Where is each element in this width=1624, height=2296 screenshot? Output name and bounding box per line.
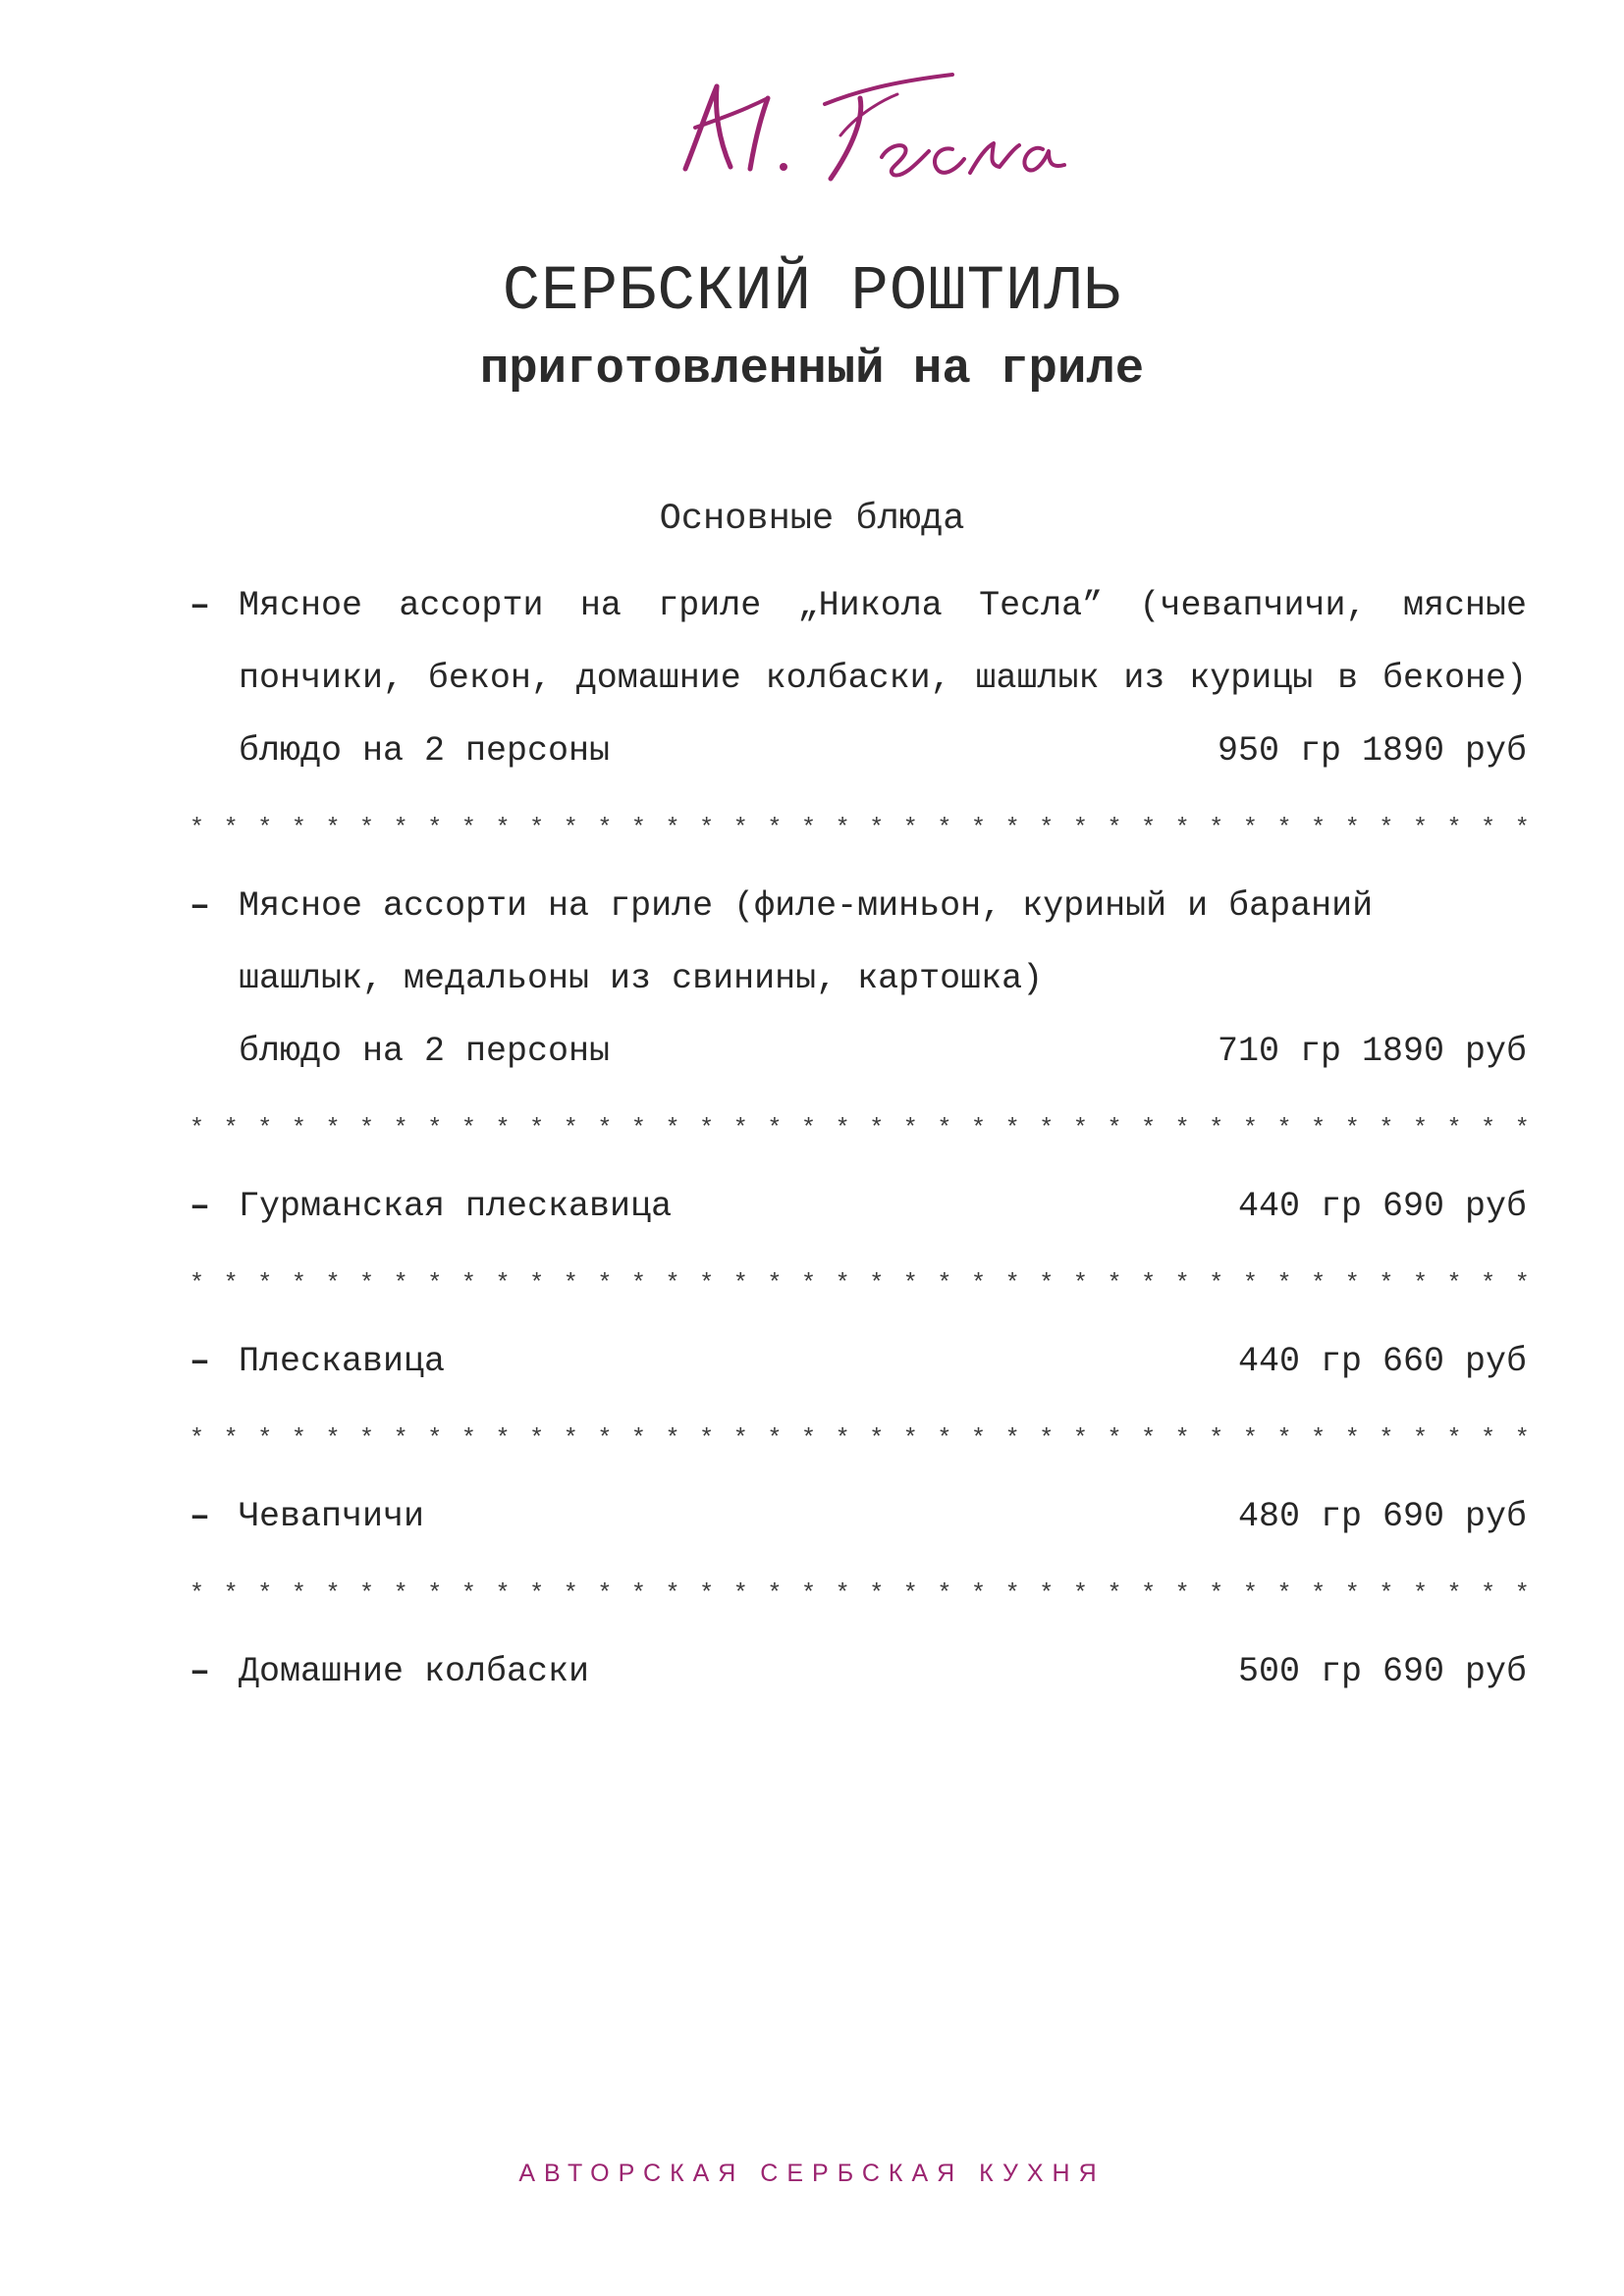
star-icon: *	[495, 1114, 511, 1143]
star-icon: *	[699, 1424, 715, 1453]
star-icon: *	[529, 1269, 545, 1298]
star-icon: *	[257, 1269, 273, 1298]
menu-item	[189, 1325, 1527, 1398]
star-icon: *	[1242, 814, 1258, 842]
star-icon: *	[1379, 1579, 1394, 1608]
star-icon: *	[1412, 1424, 1428, 1453]
star-icon: *	[1379, 1269, 1394, 1298]
star-icon: *	[835, 1269, 850, 1298]
menu-item-name: Чевапчичи	[239, 1497, 425, 1536]
star-icon: *	[325, 1424, 341, 1453]
star-icon: *	[1311, 1269, 1326, 1298]
star-icon: *	[835, 1114, 850, 1143]
star-icon: *	[902, 1269, 918, 1298]
star-icon: *	[767, 1424, 783, 1453]
star-icon: *	[1039, 1579, 1055, 1608]
star-icon: *	[427, 1424, 443, 1453]
star-divider	[189, 1553, 1530, 1635]
star-icon: *	[291, 1114, 306, 1143]
menu-item-line	[189, 715, 1527, 787]
star-icon: *	[971, 1269, 987, 1298]
star-icon: *	[1379, 1424, 1394, 1453]
star-icon: *	[1311, 814, 1326, 842]
star-icon: *	[1004, 1579, 1020, 1608]
menu-item-line	[189, 870, 1527, 942]
footer-tagline: АВТОРСКАЯ СЕРБСКАЯ КУХНЯ	[518, 2160, 1106, 2187]
star-icon: *	[971, 1579, 987, 1608]
star-icon: *	[495, 814, 511, 842]
star-icon: *	[665, 1579, 680, 1608]
star-icon: *	[1072, 1114, 1088, 1143]
star-icon: *	[800, 1424, 816, 1453]
star-icon: *	[257, 1114, 273, 1143]
star-icon: *	[1481, 1269, 1496, 1298]
star-icon: *	[937, 1269, 952, 1298]
star-icon: *	[189, 1579, 205, 1608]
star-icon: *	[937, 814, 952, 842]
star-icon: *	[325, 1114, 341, 1143]
star-icon: *	[1141, 1114, 1157, 1143]
star-icon: *	[1107, 1579, 1122, 1608]
star-icon: *	[767, 1579, 783, 1608]
star-icon: *	[1039, 1424, 1055, 1453]
star-icon: *	[1004, 1114, 1020, 1143]
star-icon: *	[1276, 1269, 1292, 1298]
star-icon: *	[800, 1579, 816, 1608]
star-icon: *	[1481, 814, 1496, 842]
star-icon: *	[597, 1269, 613, 1298]
star-icon: *	[427, 1269, 443, 1298]
star-icon: *	[223, 1114, 239, 1143]
star-icon: *	[563, 814, 578, 842]
star-icon: *	[1379, 1114, 1394, 1143]
star-icon: *	[257, 1424, 273, 1453]
star-icon: *	[1514, 814, 1530, 842]
star-icon: *	[800, 1269, 816, 1298]
star-icon: *	[1242, 1114, 1258, 1143]
menu-item-price: 710 гр 1890 руб	[1217, 1032, 1527, 1071]
star-icon: *	[1276, 814, 1292, 842]
star-icon: *	[1107, 1114, 1122, 1143]
star-icon: *	[869, 1579, 885, 1608]
star-icon: *	[1072, 814, 1088, 842]
dash-icon: –	[189, 1187, 211, 1226]
star-icon: *	[325, 1269, 341, 1298]
star-icon: *	[460, 1424, 476, 1453]
star-icon: *	[257, 1579, 273, 1608]
star-icon: *	[869, 1114, 885, 1143]
star-icon: *	[597, 814, 613, 842]
star-icon: *	[1311, 1424, 1326, 1453]
star-icon: *	[971, 1114, 987, 1143]
star-icon: *	[257, 814, 273, 842]
star-icon: *	[1174, 1114, 1190, 1143]
star-icon: *	[1481, 1579, 1496, 1608]
star-icon: *	[359, 1269, 375, 1298]
menu-item-price: 950 гр 1890 руб	[1217, 731, 1527, 771]
star-icon: *	[902, 1114, 918, 1143]
star-icon: *	[189, 814, 205, 842]
star-icon: *	[1242, 1579, 1258, 1608]
star-icon: *	[1174, 814, 1190, 842]
star-icon: *	[732, 1114, 748, 1143]
star-icon: *	[1209, 814, 1224, 842]
star-icon: *	[1514, 1579, 1530, 1608]
star-icon: *	[1412, 1579, 1428, 1608]
star-icon: *	[393, 1579, 408, 1608]
star-divider	[189, 787, 1530, 870]
star-icon: *	[835, 1424, 850, 1453]
star-icon: *	[189, 1424, 205, 1453]
star-icon: *	[359, 814, 375, 842]
star-icon: *	[1514, 1114, 1530, 1143]
star-icon: *	[665, 1269, 680, 1298]
star-icon: *	[1446, 1424, 1462, 1453]
star-icon: *	[1412, 1114, 1428, 1143]
star-icon: *	[732, 1424, 748, 1453]
star-icon: *	[563, 1114, 578, 1143]
star-icon: *	[1141, 1424, 1157, 1453]
star-icon: *	[1107, 1269, 1122, 1298]
star-icon: *	[869, 1424, 885, 1453]
menu-item-description: шашлык, медальоны из свинины, картошка)	[239, 959, 1044, 998]
menu-item-line	[189, 1015, 1527, 1088]
star-icon: *	[1412, 1269, 1428, 1298]
star-icon: *	[1141, 814, 1157, 842]
star-icon: *	[630, 1424, 646, 1453]
star-icon: *	[325, 814, 341, 842]
star-icon: *	[1039, 1269, 1055, 1298]
star-icon: *	[1039, 814, 1055, 842]
star-icon: *	[1481, 1424, 1496, 1453]
star-icon: *	[460, 1579, 476, 1608]
star-icon: *	[1446, 1114, 1462, 1143]
star-icon: *	[732, 1579, 748, 1608]
star-icon: *	[495, 1424, 511, 1453]
star-icon: *	[1174, 1269, 1190, 1298]
star-icon: *	[597, 1424, 613, 1453]
star-icon: *	[359, 1579, 375, 1608]
star-icon: *	[393, 1114, 408, 1143]
star-icon: *	[1072, 1424, 1088, 1453]
star-icon: *	[1107, 814, 1122, 842]
menu-subtitle: приготовленный на гриле	[479, 342, 1145, 397]
star-icon: *	[665, 814, 680, 842]
menu-item-name: Домашние колбаски	[239, 1652, 590, 1691]
star-icon: *	[971, 1424, 987, 1453]
star-icon: *	[189, 1269, 205, 1298]
star-icon: *	[460, 1269, 476, 1298]
star-icon: *	[563, 1579, 578, 1608]
star-icon: *	[1209, 1114, 1224, 1143]
star-icon: *	[1379, 814, 1394, 842]
star-divider	[189, 1398, 1530, 1480]
star-icon: *	[1107, 1424, 1122, 1453]
star-icon: *	[460, 814, 476, 842]
menu-item-name: Гурманская плескавица	[239, 1187, 673, 1226]
menu-item-name: Плескавица	[239, 1342, 446, 1381]
star-icon: *	[393, 814, 408, 842]
signature-logo	[658, 59, 1090, 196]
section-title: Основные блюда	[659, 499, 965, 540]
menu-title: СЕРБСКИЙ РОШТИЛЬ	[502, 257, 1122, 328]
menu-item-line	[189, 569, 1527, 642]
star-icon: *	[1209, 1579, 1224, 1608]
star-icon: *	[291, 1424, 306, 1453]
star-icon: *	[1311, 1114, 1326, 1143]
star-icon: *	[291, 1579, 306, 1608]
menu-item	[189, 1170, 1527, 1243]
star-icon: *	[1004, 814, 1020, 842]
menu-item-description: Мясное ассорти на гриле (филе-миньон, куриный и бараний	[239, 886, 1374, 926]
menu-item-price: 440 гр 660 руб	[1237, 1342, 1527, 1381]
star-icon: *	[869, 1269, 885, 1298]
star-icon: *	[529, 814, 545, 842]
star-icon: *	[495, 1269, 511, 1298]
star-icon: *	[1446, 1269, 1462, 1298]
star-icon: *	[1174, 1579, 1190, 1608]
menu-item-portion: блюдо на 2 персоны	[239, 1032, 611, 1071]
star-icon: *	[1514, 1424, 1530, 1453]
star-divider	[189, 1088, 1530, 1170]
star-icon: *	[1344, 1269, 1360, 1298]
menu-item-description: Мясное ассорти на гриле „Никола Тесла” (чевапчичи, мясные	[239, 586, 1527, 625]
star-icon: *	[1072, 1269, 1088, 1298]
star-icon: *	[1311, 1579, 1326, 1608]
star-icon: *	[630, 1269, 646, 1298]
dash-icon: –	[189, 586, 211, 625]
star-icon: *	[427, 1579, 443, 1608]
star-icon: *	[359, 1424, 375, 1453]
star-icon: *	[699, 1269, 715, 1298]
menu-item-portion: блюдо на 2 персоны	[239, 731, 611, 771]
star-icon: *	[699, 1579, 715, 1608]
star-icon: *	[1446, 814, 1462, 842]
star-icon: *	[971, 814, 987, 842]
star-icon: *	[1072, 1579, 1088, 1608]
star-icon: *	[937, 1424, 952, 1453]
star-icon: *	[393, 1424, 408, 1453]
star-icon: *	[665, 1114, 680, 1143]
menu-item-line	[189, 942, 1527, 1015]
star-icon: *	[1344, 814, 1360, 842]
menu-item-price: 440 гр 690 руб	[1237, 1187, 1527, 1226]
star-icon: *	[630, 814, 646, 842]
star-icon: *	[767, 1269, 783, 1298]
star-icon: *	[223, 1579, 239, 1608]
star-icon: *	[1276, 1579, 1292, 1608]
star-icon: *	[732, 814, 748, 842]
star-icon: *	[732, 1269, 748, 1298]
star-icon: *	[1174, 1424, 1190, 1453]
star-icon: *	[1344, 1114, 1360, 1143]
star-icon: *	[1276, 1424, 1292, 1453]
star-icon: *	[1412, 814, 1428, 842]
star-icon: *	[427, 1114, 443, 1143]
menu-item-description: пончики, бекон, домашние колбаски, шашлык из курицы в беконе)	[239, 659, 1527, 698]
star-icon: *	[937, 1579, 952, 1608]
star-icon: *	[359, 1114, 375, 1143]
star-icon: *	[393, 1269, 408, 1298]
star-icon: *	[1242, 1424, 1258, 1453]
star-icon: *	[529, 1579, 545, 1608]
star-icon: *	[1209, 1424, 1224, 1453]
star-icon: *	[665, 1424, 680, 1453]
star-icon: *	[630, 1114, 646, 1143]
star-icon: *	[699, 814, 715, 842]
dash-icon: –	[189, 886, 211, 926]
star-icon: *	[800, 1114, 816, 1143]
star-icon: *	[869, 814, 885, 842]
star-icon: *	[563, 1424, 578, 1453]
star-icon: *	[529, 1114, 545, 1143]
star-icon: *	[1004, 1424, 1020, 1453]
star-icon: *	[1514, 1269, 1530, 1298]
star-icon: *	[630, 1579, 646, 1608]
star-icon: *	[223, 1424, 239, 1453]
star-icon: *	[529, 1424, 545, 1453]
star-icon: *	[291, 814, 306, 842]
menu-item	[189, 1635, 1527, 1708]
star-icon: *	[902, 1579, 918, 1608]
dash-icon: –	[189, 1342, 211, 1381]
star-icon: *	[699, 1114, 715, 1143]
star-icon: *	[1344, 1579, 1360, 1608]
star-icon: *	[563, 1269, 578, 1298]
star-icon: *	[1141, 1579, 1157, 1608]
star-icon: *	[1209, 1269, 1224, 1298]
star-icon: *	[1039, 1114, 1055, 1143]
star-divider	[189, 1243, 1530, 1325]
star-icon: *	[767, 814, 783, 842]
star-icon: *	[495, 1579, 511, 1608]
star-icon: *	[189, 1114, 205, 1143]
menu-item	[189, 1480, 1527, 1553]
star-icon: *	[1141, 1269, 1157, 1298]
star-icon: *	[1344, 1424, 1360, 1453]
star-icon: *	[1276, 1114, 1292, 1143]
star-icon: *	[223, 814, 239, 842]
star-icon: *	[460, 1114, 476, 1143]
star-icon: *	[291, 1269, 306, 1298]
star-icon: *	[1004, 1269, 1020, 1298]
menu-item-price: 500 гр 690 руб	[1237, 1652, 1527, 1691]
menu-item-line	[189, 642, 1527, 715]
star-icon: *	[937, 1114, 952, 1143]
menu-list	[189, 569, 1530, 1708]
star-icon: *	[800, 814, 816, 842]
star-icon: *	[767, 1114, 783, 1143]
star-icon: *	[902, 814, 918, 842]
star-icon: *	[597, 1579, 613, 1608]
star-icon: *	[835, 814, 850, 842]
star-icon: *	[597, 1114, 613, 1143]
dash-icon: –	[189, 1652, 211, 1691]
star-icon: *	[223, 1269, 239, 1298]
star-icon: *	[902, 1424, 918, 1453]
star-icon: *	[1481, 1114, 1496, 1143]
menu-item-price: 480 гр 690 руб	[1237, 1497, 1527, 1536]
star-icon: *	[427, 814, 443, 842]
star-icon: *	[835, 1579, 850, 1608]
star-icon: *	[1446, 1579, 1462, 1608]
star-icon: *	[325, 1579, 341, 1608]
dash-icon: –	[189, 1497, 211, 1536]
star-icon: *	[1242, 1269, 1258, 1298]
